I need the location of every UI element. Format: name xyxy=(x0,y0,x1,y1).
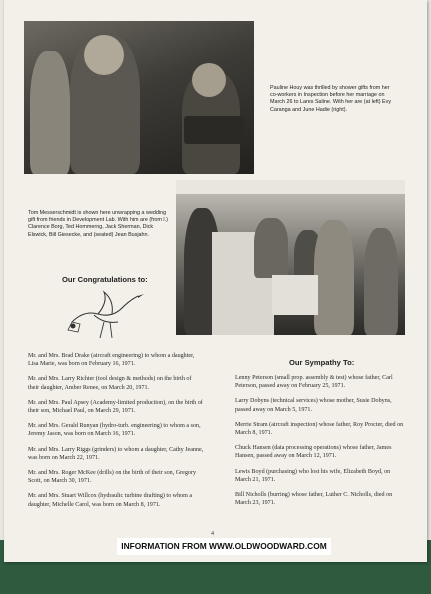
photo-wedding-gift xyxy=(176,180,405,335)
list-item: Mr. and Mrs. Brad Drake (aircraft engineering) to whom a daughter, Lisa Marie, was born on February 16, 1971. xyxy=(28,353,195,368)
list-item: Mr. and Mrs. Larry Richter (tool design & methods) on the birth of their daughter, Amber Renee, on March 20, 1971. xyxy=(28,376,192,391)
photo-shower-gifts xyxy=(24,21,254,174)
sympathy-heading: Our Sympathy To: xyxy=(289,358,355,367)
list-item: Lewis Boyd (purchasing) who lost his wife, Elizabeth Boyd, on March 21, 1971. xyxy=(235,468,391,483)
congratulations-heading: Our Congratulations to: xyxy=(62,275,148,284)
list-item: Mr. and Mrs. Larry Riggs (grinders) to whom a daughter, Cathy Jeanne, was born on March 22, 1971. xyxy=(28,446,204,461)
stork-illustration xyxy=(64,288,146,340)
list-item: Merrie Stram (aircraft inspection) whose father, Roy Procter, died on March 8, 1971. xyxy=(235,421,404,437)
sympathy-list xyxy=(235,374,407,514)
list-item: Mr. and Mrs. Paul Apsey (Academy-limited production), on the birth of their son, Michael Paul, on March 29, 1971. xyxy=(28,399,203,415)
page-number: 4 xyxy=(211,531,214,537)
list-item: Lenny Peterson (small prop. assembly & test) whose father, Carl Peterson, passed away on February 25, 1971. xyxy=(235,375,393,390)
photo2-caption: Tom Messerschmidt is shown here unwrapping a wedding gift from friends in Development Lab. With him are (from l.) Clarence Borg, Ted Hommerng, Jack Sherman, Dick Elswick, Bill Giesecke, and (seated) Jean Busjahn. xyxy=(28,210,168,238)
list-item: Chuck Hansen (data processing operations) whose father, James Hansen, passed away on March 12, 1971. xyxy=(235,445,392,460)
photo1-caption: Pauline Houy was thrilled by shower gifts from her co-workers in Inspection before her marriage on March 26 to Lares Saline. With her are (at left) Evy Caranga and June Hadie (right). xyxy=(270,85,392,113)
list-item: Mr. and Mrs. Gerald Runyan (hydro-turb. engineering) to whom a son, Jeremy Jason, was born on March 16, 1971. xyxy=(28,423,201,438)
list-item: Mr. and Mrs. Stuart Willcox (hydraulic turbine drafting) to whom a daughter, Michelle Carol, was born on March 8, 1971. xyxy=(28,493,193,508)
list-item: Bill Nicholls (burring) whose father, Luther C. Nicholls, died on March 23, 1971. xyxy=(235,492,393,507)
source-banner: INFORMATION FROM WWW.OLDWOODWARD.COM xyxy=(117,538,331,555)
list-item: Mr. and Mrs. Roger McKee (drills) on the birth of their son, Gregory Scott, on March 30, 1971. xyxy=(28,470,197,485)
list-item: Larry Dobyns (technical services) whose mother, Susie Dobyns, passed away on March 5, 1971. xyxy=(235,398,392,413)
congratulations-list xyxy=(28,352,204,516)
